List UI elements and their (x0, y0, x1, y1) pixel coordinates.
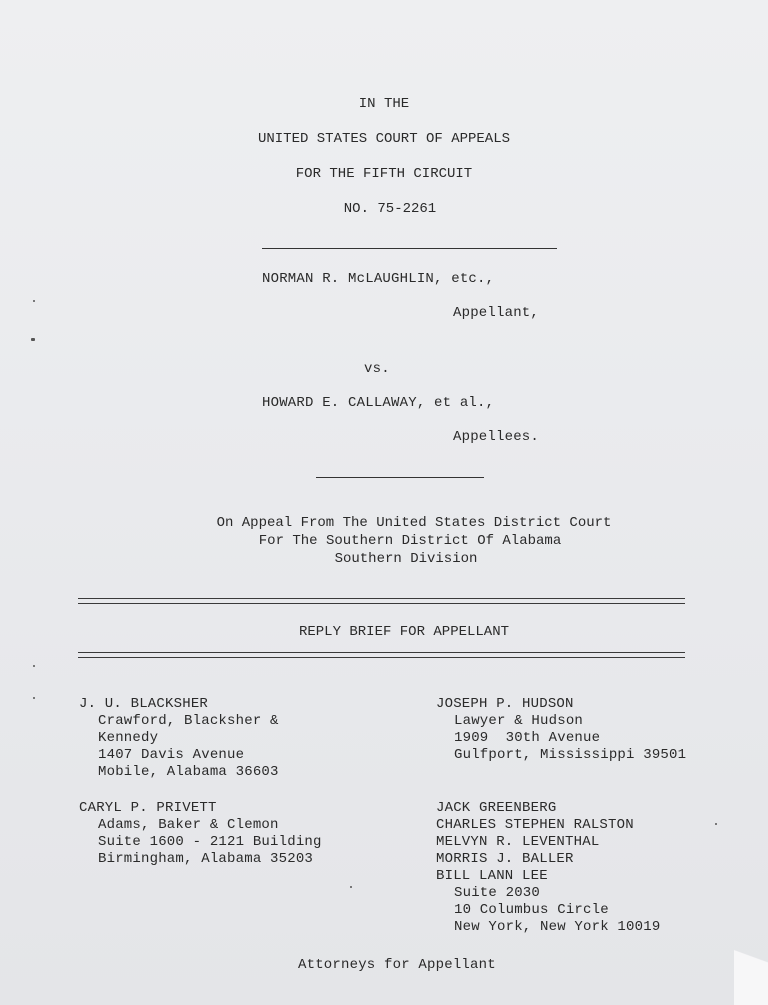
appellant-role: Appellant, (453, 305, 540, 321)
scan-speck (715, 823, 717, 825)
parties-rule (316, 477, 484, 478)
attorney-line: Crawford, Blacksher & (98, 713, 279, 729)
appellee-role: Appellees. (453, 429, 540, 445)
caption-circuit: FOR THE FIFTH CIRCUIT (295, 166, 473, 182)
case-number: NO. 75-2261 (343, 201, 437, 217)
attorney-name: CHARLES STEPHEN RALSTON (436, 817, 634, 833)
attorney-line: Gulfport, Mississippi 39501 (454, 747, 687, 763)
attorney-line: 1407 Davis Avenue (98, 747, 245, 763)
attorney-line: Birmingham, Alabama 35203 (98, 851, 314, 867)
versus: vs. (364, 361, 390, 377)
attorney-name: J. U. BLACKSHER (79, 696, 209, 712)
attorney-line: New York, New York 10019 (454, 919, 661, 935)
attorney-line: 1909 30th Avenue (454, 730, 601, 746)
attorney-name: JACK GREENBERG (436, 800, 557, 816)
scan-speck (33, 665, 35, 667)
title-rule-bottom (78, 652, 685, 658)
caption-court: UNITED STATES COURT OF APPEALS (257, 131, 511, 147)
appeal-line-2: For The Southern District Of Alabama (258, 533, 562, 549)
attorneys-footer: Attorneys for Appellant (298, 957, 496, 973)
attorney-line: 10 Columbus Circle (454, 902, 609, 918)
appellee-name: HOWARD E. CALLAWAY, et al., (262, 395, 495, 411)
brief-title: REPLY BRIEF FOR APPELLANT (298, 624, 510, 640)
attorney-blacksher (79, 696, 279, 781)
attorney-name: MELVYN R. LEVENTHAL (436, 834, 600, 850)
attorney-name: CARYL P. PRIVETT (79, 800, 217, 816)
attorney-line: Mobile, Alabama 36603 (98, 764, 279, 780)
attorney-line: Suite 1600 - 2121 Building (98, 834, 322, 850)
attorney-name: MORRIS J. BALLER (436, 851, 574, 867)
attorney-line: Lawyer & Hudson (454, 713, 584, 729)
attorney-line: Suite 2030 (454, 885, 541, 901)
attorney-name: JOSEPH P. HUDSON (436, 696, 574, 712)
scan-speck (350, 886, 352, 888)
scan-speck (33, 300, 35, 302)
appeal-line-1: On Appeal From The United States District Court (216, 515, 612, 531)
attorney-privett (79, 800, 322, 868)
caption-in-the: IN THE (358, 96, 410, 112)
attorney-ldf-group (436, 800, 660, 936)
attorney-hudson (436, 696, 686, 764)
page-corner-curl (734, 925, 768, 1005)
attorney-name: BILL LANN LEE (436, 868, 548, 884)
appellant-name: NORMAN R. McLAUGHLIN, etc., (262, 271, 495, 287)
title-rule-top (78, 598, 685, 604)
attorney-line: Adams, Baker & Clemon (98, 817, 279, 833)
caption-rule (262, 248, 557, 249)
appeal-line-3: Southern Division (334, 551, 478, 567)
attorney-line: Kennedy (98, 730, 159, 746)
scan-speck (31, 338, 35, 341)
scan-speck (33, 697, 35, 699)
